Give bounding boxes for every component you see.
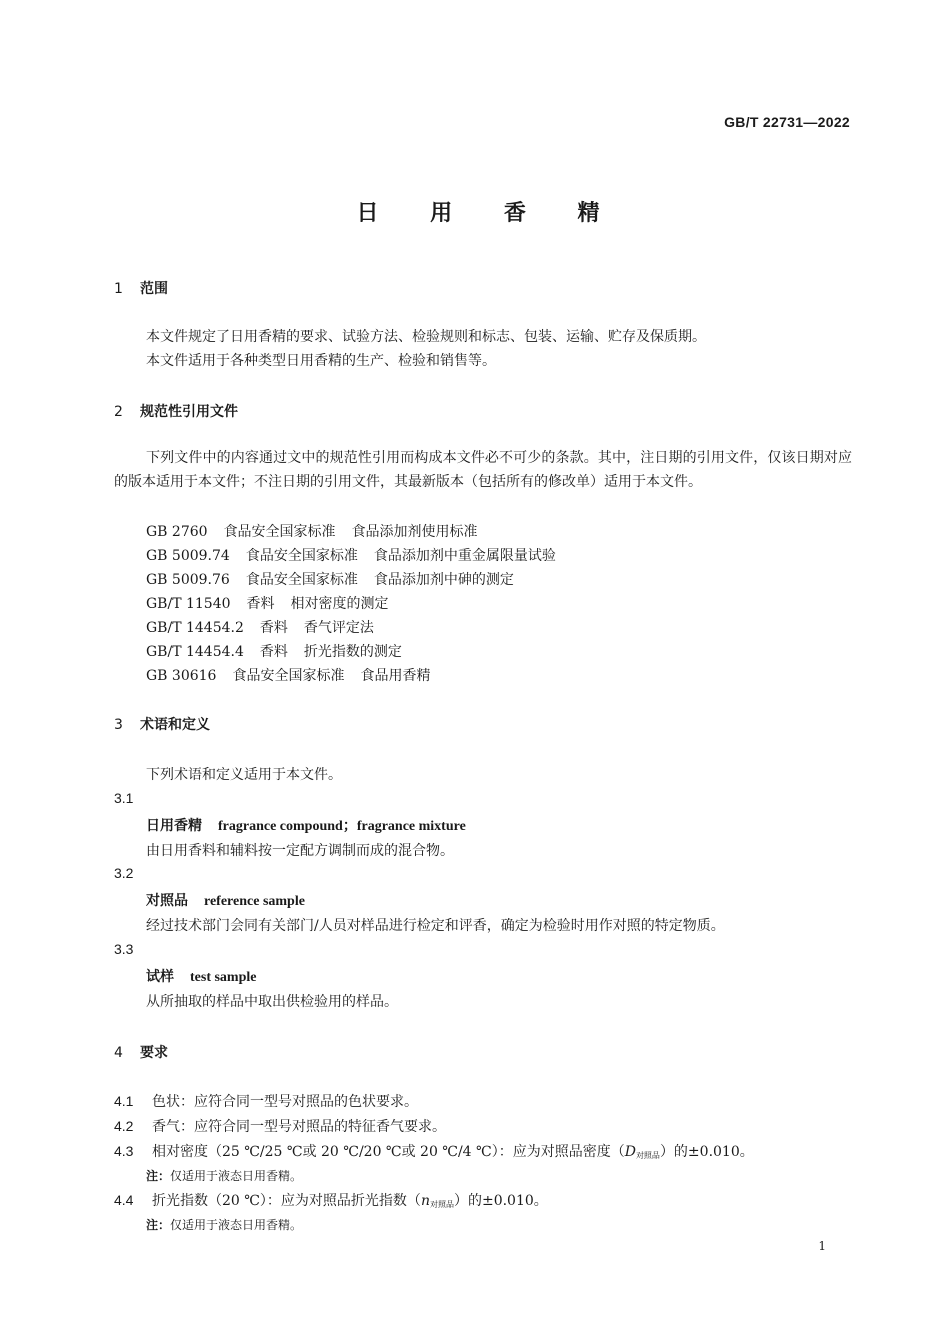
requirement-text: 色状：应符合同一型号对照品的色状要求。 — [152, 1094, 418, 1110]
note-label: 注： — [146, 1169, 171, 1183]
requirement-item — [114, 1141, 754, 1161]
requirement-number: 4.1 — [114, 1093, 134, 1109]
section-3-heading — [114, 714, 210, 734]
paragraph-intro: 下列文件中的内容通过文中的规范性引用而构成本文件必不可少的条款。其中，注日期的引用文件，仅该日期对应的版本适用于本文件；不注日期的引用文件，其最新版本（包括所有的修改单）适用于本文件。 — [114, 450, 852, 490]
section-number: 3 — [114, 717, 123, 733]
requirement-item — [114, 1091, 418, 1111]
term-heading — [146, 890, 305, 910]
term-heading — [146, 966, 257, 986]
reference-part: 香料 — [259, 644, 288, 660]
section-1-heading — [114, 278, 168, 298]
density-symbol: D — [624, 1144, 636, 1160]
reference-part: 食品添加剂中重金属限量试验 — [373, 548, 556, 564]
term-en: test sample — [190, 970, 257, 985]
term-definition: 经过技术部门会同有关部门/人员对样品进行检定和评香，确定为检验时用作对照的特定物质。 — [146, 918, 725, 934]
reference-part: 食品用香精 — [360, 668, 431, 684]
section-title: 术语和定义 — [140, 717, 210, 733]
paragraph: 下列术语和定义适用于本文件。 — [146, 767, 342, 783]
standard-code: GB/T 22731—2022 — [724, 114, 850, 130]
section-number: 1 — [114, 281, 123, 297]
term-en: fragrance compound；fragrance mixture — [218, 819, 466, 834]
note-text: 仅适用于液态日用香精。 — [170, 1169, 303, 1183]
reference-item — [146, 641, 402, 661]
requirement-number: 4.3 — [114, 1143, 134, 1159]
term-definition: 由日用香料和辅料按一定配方调制而成的混合物。 — [146, 843, 454, 859]
requirement-item — [114, 1116, 446, 1136]
note-text: 仅适用于液态日用香精。 — [170, 1218, 303, 1232]
reference-part: 食品安全国家标准 — [245, 548, 358, 564]
reference-part: 食品添加剂中砷的测定 — [373, 572, 514, 588]
paragraph: 本文件规定了日用香精的要求、试验方法、检验规则和标志、包装、运输、贮存及保质期。 — [146, 329, 706, 345]
reference-part: 食品添加剂使用标准 — [351, 524, 478, 540]
section-title: 规范性引用文件 — [140, 404, 238, 420]
reference-item — [146, 665, 430, 685]
requirement-text: 香气：应符合同一型号对照品的特征香气要求。 — [152, 1119, 446, 1135]
requirement-text: 相对密度（25 ℃/25 ℃或 20 ℃/20 ℃或 20 ℃/4 ℃）：应为对照品密度（ — [152, 1144, 625, 1160]
reference-part: 相对密度的测定 — [290, 596, 389, 612]
section-number: 4 — [114, 1045, 123, 1061]
reference-code: GB 2760 — [146, 524, 208, 540]
term-number: 3.2 — [114, 865, 134, 881]
reference-part: 香气评定法 — [303, 620, 374, 636]
reference-code: GB/T 14454.4 — [146, 644, 244, 660]
reference-item — [146, 521, 478, 541]
reference-code: GB 5009.74 — [146, 548, 230, 564]
reference-code: GB/T 11540 — [146, 596, 231, 612]
term-zh: 试样 — [146, 969, 174, 985]
requirement-item — [114, 1190, 548, 1210]
reference-part: 食品安全国家标准 — [245, 572, 358, 588]
note — [146, 1167, 302, 1184]
reference-item — [146, 593, 389, 613]
reference-part: 香料 — [259, 620, 288, 636]
section-4-heading — [114, 1042, 168, 1062]
page-number: 1 — [818, 1239, 826, 1253]
reference-item — [146, 569, 514, 589]
reference-code: GB 30616 — [146, 668, 217, 684]
reference-part: 食品安全国家标准 — [232, 668, 345, 684]
refractive-symbol: n — [420, 1193, 430, 1209]
term-zh: 对照品 — [146, 893, 188, 909]
document-title: 日 用 香 精 — [356, 201, 622, 226]
reference-part: 折光指数的测定 — [303, 644, 402, 660]
term-en: reference sample — [204, 894, 305, 909]
term-heading — [146, 815, 466, 835]
section-title: 要求 — [140, 1045, 168, 1061]
reference-part: 香料 — [246, 596, 275, 612]
reference-code: GB/T 14454.2 — [146, 620, 244, 636]
reference-item — [146, 617, 374, 637]
section-2-heading — [114, 401, 238, 421]
section-number: 2 — [114, 404, 123, 420]
term-number: 3.3 — [114, 941, 134, 957]
note — [146, 1216, 302, 1233]
section-title: 范围 — [140, 281, 168, 297]
symbol-subscript: 对照品 — [635, 1151, 660, 1160]
reference-item — [146, 545, 556, 565]
symbol-subscript: 对照品 — [429, 1200, 454, 1209]
term-zh: 日用香精 — [146, 818, 202, 834]
requirement-number: 4.2 — [114, 1118, 134, 1134]
requirement-text: ）的±0.010。 — [453, 1193, 548, 1209]
note-label: 注： — [146, 1218, 171, 1232]
term-definition: 从所抽取的样品中取出供检验用的样品。 — [146, 994, 398, 1010]
requirement-text: ）的±0.010。 — [659, 1144, 754, 1160]
requirement-number: 4.4 — [114, 1192, 134, 1208]
term-number: 3.1 — [114, 790, 134, 806]
requirement-text: 折光指数（20 ℃）：应为对照品折光指数（ — [152, 1193, 421, 1209]
reference-code: GB 5009.76 — [146, 572, 230, 588]
paragraph: 本文件适用于各种类型日用香精的生产、检验和销售等。 — [146, 353, 496, 369]
reference-part: 食品安全国家标准 — [223, 524, 336, 540]
